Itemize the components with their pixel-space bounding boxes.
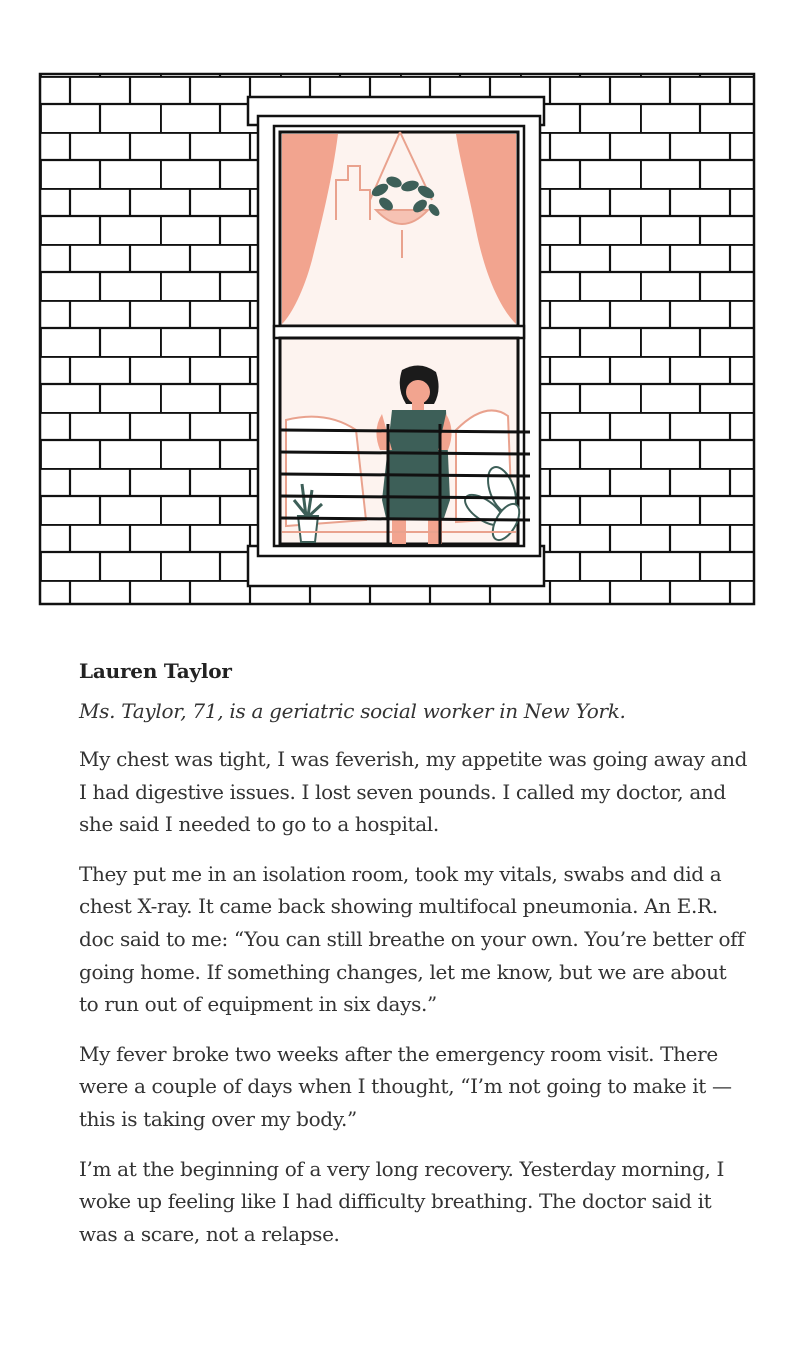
paragraph-1: My chest was tight, I was feverish, my appetite was going away and I had digestive issues. I lost seven pounds. I called my doctor, and she said I needed to go to a hospital. xyxy=(79,747,748,837)
article-body xyxy=(79,656,749,1267)
window-illustration xyxy=(36,70,758,610)
paragraph-4: I’m at the beginning of a very long recovery. Yesterday morning, I woke up feeling like I had difficulty breathing. The doctor said it was a scare, not a relapse. xyxy=(79,1156,725,1246)
person-description: Ms. Taylor, 71, is a geriatric social worker in New York. xyxy=(79,699,626,723)
paragraph-3: My fever broke two weeks after the emergency room visit. There were a couple of days when I thought, “I’m not going to make it — this is taking over my body.” xyxy=(79,1041,732,1131)
paragraph-2: They put me in an isolation room, took my vitals, swabs and did a chest X-ray. It came back showing multifocal pneumonia. An E.R. doc said to me: “You can still breathe on your own. You’re better off going home. If something changes, let me know, but we are about to run out of equipment in six days.” xyxy=(79,861,745,1017)
person-name: Lauren Taylor xyxy=(79,659,232,683)
window-meeting-rail xyxy=(274,326,524,338)
